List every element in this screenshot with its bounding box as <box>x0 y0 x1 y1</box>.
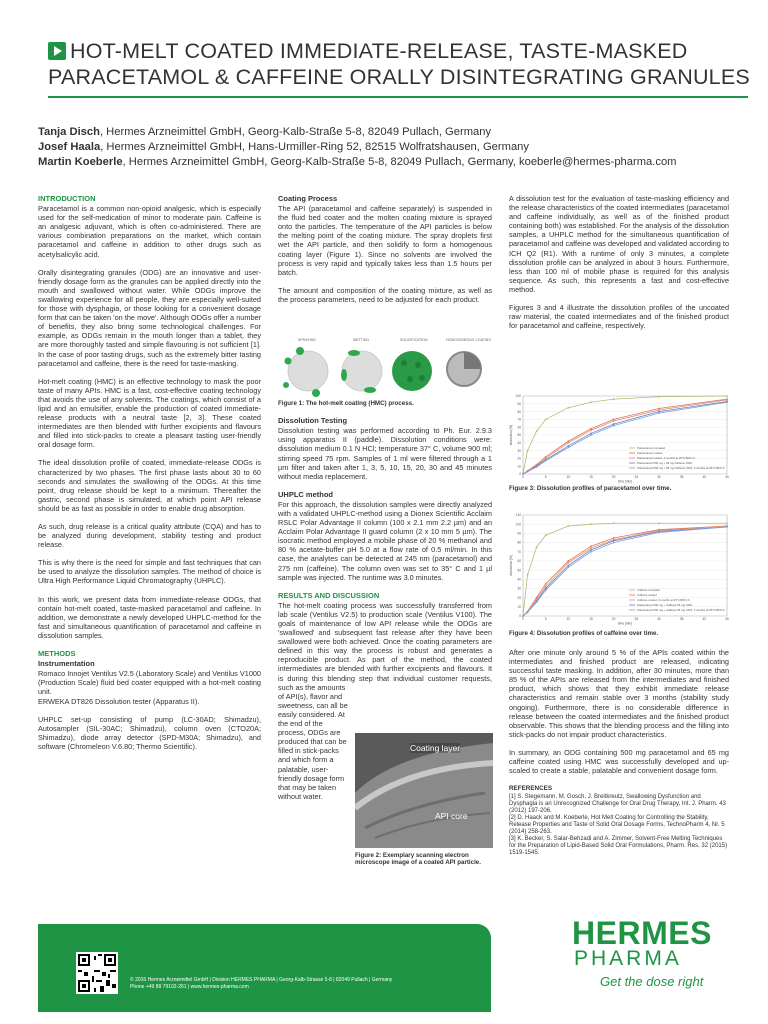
data-point <box>536 466 538 468</box>
data-point <box>726 522 728 524</box>
x-tick-label: 5 <box>544 617 547 621</box>
data-point <box>613 398 615 400</box>
figure3-chart <box>509 392 731 484</box>
paragraph: This is why there is the need for simple and fast techniques that can be used to analyze the dissolution samples. The method of choice is Ultra High Performance Liquid Chromatography (UHPLC). <box>38 558 261 586</box>
fig1-droplet <box>296 347 304 355</box>
data-point <box>613 540 615 542</box>
section-heading-results: RESULTS AND DISCUSSION <box>278 590 380 600</box>
data-point <box>590 547 592 549</box>
x-tick-label: 40 <box>702 475 707 479</box>
fig1-particle <box>392 351 432 391</box>
paragraph: The API (paracetamol and caffeine separately) is suspended in the fluid bed coater and the molten coating mixture is sprayed onto the particles. The temperature of the API particles is below the melting point of the coating mixture. The spray droplets first wet the API particle, and then solidify to form a homogenous coating layer (Figure 1). Since no solvents are involved the process is very rapid and typically takes less than 1.5 hours per batch. <box>278 204 492 277</box>
data-point <box>567 440 569 442</box>
data-point <box>536 430 538 432</box>
x-tick-label: 25 <box>634 617 639 621</box>
paragraph: A dissolution test for the evaluation of taste-masking efficiency and the release characteristics of the coated intermediates (paracetamol and caffeine individually, as well as of the finished product containing both) was established. For the analysis of the dissolution samples, a UHPLC method for the simultaneous quantification of paracetamol and caffeine was developed and validated according to ICH Q2 (R1). With a runtime of only 3 minutes, a complete dissolution profile can be analyzed in about 3 hours. Furthermore, less than 100 ml of mobile phase is required for this analysis sequence. As such, this represents a fast and cost-effective method. <box>509 194 729 294</box>
qr-code[interactable] <box>76 952 118 994</box>
author-name: Tanja Disch <box>38 126 100 138</box>
poster-title <box>48 38 748 90</box>
fig1-droplet <box>285 358 292 365</box>
legend-label: Paracetamol coated <box>637 451 662 456</box>
fig1-cutaway <box>464 352 481 369</box>
paragraph: of API(s), flavor and sweetness, can all be easily considered. At the end of the process, ODGs are produced that can be filled in stick-packs and which form a palatable, user-friendly dosage form that may be taken without water. <box>278 691 348 801</box>
data-point <box>726 395 728 397</box>
data-point <box>545 534 547 536</box>
data-point <box>590 549 592 551</box>
data-point <box>590 433 592 435</box>
title-line-1: HOT-MELT COATED IMMEDIATE-RELEASE, TASTE-MASKED <box>70 39 688 63</box>
play-arrow-icon <box>48 42 66 60</box>
logo-hermes: HERMES <box>572 915 712 951</box>
author-row <box>38 140 738 155</box>
x-axis-label: time [min] <box>618 621 632 626</box>
paragraph: The hot-melt coating process was successfully transferred from lab scale (Ventilus V2.5) to production scale (Ventilus V100). The goals of maintenance of low API release while the ODGs are 'swallowed' and subsequent fast release after they have been swallowed were both achieved. Once the coating parameters are defined in this way the process is robust and generates a reproducible product. As part of the method, the coated intermediates are blended with further excipients and flavours. It is during this blending step that individual customer requests, such as the amounts <box>278 600 492 692</box>
fig1-label: WETTING <box>353 338 370 342</box>
data-point <box>590 401 592 403</box>
paragraph: Figures 3 and 4 illustrate the dissolution profiles of the uncoated raw material, the coated intermediates and of the finished product for paracetamol and caffeine, respectively. <box>509 303 729 331</box>
x-tick-label: 40 <box>702 617 707 621</box>
column-left <box>38 194 261 760</box>
x-tick-label: 15 <box>589 617 593 621</box>
data-point <box>726 401 728 403</box>
legend-label: Paracetamol 500 mg + 65 mg Caffeine ODG, 3 months at 25°C/60% rh <box>637 466 725 471</box>
x-tick-label: 5 <box>544 475 547 479</box>
data-point <box>522 615 524 617</box>
data-point <box>567 565 569 567</box>
x-tick-label: 35 <box>679 475 684 479</box>
data-point <box>545 583 547 585</box>
data-point <box>590 545 592 547</box>
y-tick-label: 10 <box>517 605 521 610</box>
paragraph: For this approach, the dissolution samples were directly analyzed with a validated UHPLC-method using a Dionex Scientific Acclaim RSLC Polar Advantage II column (100 x 2.1 mm 2.2 µm) and an Acclaim Polar Advantage II guard column (2 x 10 mm 5 µm). The isocratic method employed a mobile phase of 20 % methanol and 80 % acetate-buffer pH 5.0 at a flow rate of 0.5 ml/min. In this case, the analytes can be detected at 245 nm (paracetamol) and 275 nm (caffeine). The column oven was set to 35° C and 1 µl sample was injected. The runtime was 3.0 minutes. <box>278 499 492 582</box>
x-tick-label: 30 <box>657 617 661 621</box>
paragraph: Orally disintegrating granules (ODG) are an innovative and user-friendly dosage form as the granules can be applied directly into the mouth and swallowed without water. While ODGs improve the swallowing experience for all people, they are especially well-suited for those with dysphagia, or those looking for a convenient dosage form that can be taken 'on the move'. Although ODGs offer a number of benefits, they also bring some technological challenges. For example, as ODGs remain in the mouth longer than a tablet, they are more thoroughly tasted and simple flavouring is not sufficient [1]. In the case of poor tasting drugs, such as the extremely bitter tasting paracetamol and caffeine, there is the need for taste-masking. <box>38 267 261 368</box>
x-tick-label: 30 <box>657 475 661 479</box>
legend-label: Paracetamol coated, 3 months at 25°C/60% rh <box>637 456 695 461</box>
y-tick-label: 90 <box>517 531 521 536</box>
qr-code-svg <box>76 952 118 994</box>
figure1-hmc-process <box>278 333 492 403</box>
legend-label: Paracetamol uncoated <box>637 446 666 451</box>
author-row <box>38 125 738 140</box>
figure2-caption: Figure 2: Exemplary scanning electron microscope image of a coated API particle. <box>355 852 481 866</box>
figure1-caption: Figure 1: The hot-melt coating (HMC) process. <box>278 400 414 408</box>
paragraph: Dissolution testing was performed according to Ph. Eur. 2.9.3 using apparatus II (paddle). Dissolution conditions were: dissolution medium 0.1 N HCl; temperature 37° C, volume 900 ml; stirring speed 75 rpm. Samples of 1 ml were filtered through a 1 µm filter and taken after 1, 3, 5, 10, 15, 20, 30 and 45 minutes without media replacement. <box>278 426 492 481</box>
fig1-droplet <box>364 387 376 393</box>
column-right <box>509 194 729 339</box>
data-point <box>590 523 592 525</box>
data-point <box>613 420 615 422</box>
section-heading-methods: METHODS <box>38 649 76 659</box>
paragraph: As such, drug release is a critical quality attribute (CQA) and has to be analyzed during development, stability testing and product release. <box>38 522 261 550</box>
data-point <box>567 442 569 444</box>
y-tick-label: 20 <box>517 595 521 600</box>
y-tick-label: 10 <box>517 464 521 469</box>
fig1-label: SPRAYING <box>298 338 316 342</box>
y-tick-label: 80 <box>517 409 521 414</box>
x-tick-label: 0 <box>522 475 524 479</box>
data-point <box>590 551 592 553</box>
fig1-label: SOLIDIFICATION <box>400 338 428 342</box>
fig1-droplet <box>283 382 289 388</box>
author-list <box>38 125 738 169</box>
y-tick-label: 60 <box>517 425 521 430</box>
data-point <box>613 537 615 539</box>
sem-label-core: API core <box>435 811 468 821</box>
data-point <box>658 409 660 411</box>
plot-area <box>523 515 727 616</box>
paragraph: The amount and composition of the coating mixture, as well as the process parameters, need to be adjusted for each product. <box>278 285 492 304</box>
y-tick-label: 30 <box>517 448 521 453</box>
figure3-caption: Figure 3: Dissolution profiles of paracetamol over time. <box>509 485 672 492</box>
y-tick-label: 0 <box>519 614 521 619</box>
figure4-chart <box>509 511 731 626</box>
x-tick-label: 0 <box>522 617 524 621</box>
legend-label: Paracetamol 500 mg + 65 mg Caffeine ODG <box>637 461 693 466</box>
data-point <box>590 428 592 430</box>
data-point <box>658 411 660 413</box>
fig1-droplet <box>401 360 407 366</box>
legend-label: Caffeine coated <box>637 593 657 598</box>
reference-item: [1] S. Stegemann, M. Gosch, J. Breitkreutz, Swallowing Dysfunction and Dysphagia is an Unrecognized Challenge for Oral Drug Therapy, Int. J. Pharm. 43 (2012) 197-206. <box>509 794 726 815</box>
y-tick-label: 50 <box>517 433 521 438</box>
x-tick-label: 20 <box>611 617 616 621</box>
data-point <box>567 560 569 562</box>
data-point <box>658 408 660 410</box>
data-point <box>567 407 569 409</box>
y-tick-label: 70 <box>517 549 521 554</box>
y-tick-label: 40 <box>517 577 521 582</box>
y-axis-label: dissolution [%] <box>509 555 513 576</box>
data-point <box>536 546 538 548</box>
x-tick-label: 45 <box>725 617 729 621</box>
author-affiliation: , Hermes Arzneimittel GmbH, Georg-Kalb-Straße 5-8, 82049 Pullach, Germany, koeberle@hermes-pharma.com <box>122 155 677 168</box>
reference-item: [2] D. Haack and M. Koeberle, Hot Melt Coating for Controlling the Stability, Release Properties and Taste of Solid Oral Dosage Forms, TechnoPharm 4, Nr. 5 (2014) 258-263. <box>509 815 725 836</box>
data-point <box>613 425 615 427</box>
data-point <box>536 601 538 603</box>
x-tick-label: 25 <box>634 475 639 479</box>
data-point <box>545 460 547 462</box>
sem-image <box>355 733 493 848</box>
fig1-particle <box>342 351 382 391</box>
data-point <box>527 450 529 452</box>
paragraph: Hot-melt coating (HMC) is an effective technology to mask the poor taste of many APIs. HMC is a fast, cost-effective coating technology that avoids the use of any solvents. The coatings, which consist of a lipid and an emulsifier, enable the production of coated immediate-release products with a neutral taste [2, 3]. These coated intermediates are then blended with further excipients and flavours and filled into stick-packs to create a pleasant tasting user-friendly oral dosage form. <box>38 376 261 450</box>
x-tick-label: 35 <box>679 617 684 621</box>
fig1-droplet <box>312 389 320 397</box>
data-point <box>545 419 547 421</box>
data-point <box>613 542 615 544</box>
y-tick-label: 50 <box>517 568 521 573</box>
x-axis-label: time [min] <box>618 479 632 484</box>
author-affiliation: , Hermes Arzneimittel GmbH, Georg-Kalb-Straße 5-8, 82049 Pullach, Germany <box>99 126 492 138</box>
subheading-instrumentation: Instrumentation <box>38 659 95 669</box>
data-point <box>613 423 615 425</box>
data-point <box>567 525 569 527</box>
paragraph: Romaco Innojet Ventilus V2.5 (Laboratory Scale) and Ventilus V1000 (Production Scale) fluid bed coater equipped with a hot-melt coating unit. <box>38 669 261 697</box>
footer-phone-web[interactable]: Phone +49 89 79102-261 | www.hermes-pharma.com <box>130 984 249 990</box>
data-point <box>545 458 547 460</box>
reference-item: [3] K. Becker, S. Salar-Behzadi and A. Zimmer, Solvent-Free Melting Techniques for the Preparation of Lipid-Based Solid Oral Formulations, Pharm. Res. 32 (2015) 1519-1545. <box>509 836 728 857</box>
data-point <box>545 456 547 458</box>
logo-pharma: PHARMA <box>574 947 682 970</box>
figure1-svg <box>278 333 492 403</box>
data-point <box>545 589 547 591</box>
data-point <box>726 526 728 528</box>
data-point <box>590 429 592 431</box>
data-point <box>527 471 529 473</box>
paragraph: After one minute only around 5 % of the APIs coated within the intermediates and finished product are released, indicating successful taste masking. In addition, after 30 minutes, more than 85 % of the APIs are released from the intermediates and finished product, which shows that they exhibit immediate release characteristics and remain stable over 3 months (stability study ongoing). Furthermore, there is no considerable difference in release between the coated intermediates and the finished product observable. This shows that the blending process and the filling into stick-packs do not impair product characteristics. <box>509 648 729 739</box>
legend-label: Paracetamol 500 mg + Caffeine 65 mg ODG, 3 months at 25°C/60% rh <box>637 608 725 613</box>
x-tick-label: 15 <box>589 475 593 479</box>
author-name: Josef Haala <box>38 140 101 153</box>
data-point <box>567 562 569 564</box>
section-heading-introduction: INTRODUCTION <box>38 194 96 203</box>
y-tick-label: 100 <box>515 522 521 527</box>
fig1-droplet <box>415 362 421 368</box>
sem-label-coating: Coating layer <box>410 743 461 753</box>
y-tick-label: 60 <box>517 559 521 564</box>
y-tick-label: 70 <box>517 417 521 422</box>
y-tick-label: 90 <box>517 402 521 406</box>
data-point <box>527 611 529 613</box>
data-point <box>613 419 615 421</box>
title-divider <box>48 96 748 98</box>
data-point <box>522 473 524 475</box>
section-heading-references: REFERENCES <box>509 785 553 793</box>
data-point <box>613 522 615 524</box>
y-tick-label: 0 <box>519 472 521 477</box>
x-tick-label: 10 <box>566 617 571 621</box>
paragraph: In this work, we present data from immediate-release ODGs, that contain hot-melt coated, taste-masked paracetamol and caffeine. In addition, we demonstrate a newly developed UHPLC-method for the fast and simultaneous quantification of paracetamol and caffeine in dissolution samples. <box>38 594 261 640</box>
subheading-uhplc-method: UHPLC method <box>278 489 333 499</box>
data-point <box>567 566 569 568</box>
subheading-dissolution-testing: Dissolution Testing <box>278 416 348 426</box>
column-middle <box>278 194 492 810</box>
data-point <box>658 522 660 524</box>
figure4-svg <box>509 511 731 626</box>
subheading-coating-process: Coating Process <box>278 194 338 203</box>
fig1-label: HOMOGENEOUS COATING <box>446 338 492 342</box>
data-point <box>726 399 728 401</box>
legend-label: Caffeine uncoated <box>637 588 660 593</box>
paragraph: Paracetamol is a common non-opioid analgesic, which is especially used for the self-medication of minor to moderate pain. Caffeine is an analgesic adjuvant, which is often co-administered. There are various combination preparations on the market, which contain paracetamol and caffeine in addition to other drugs such as acetylsalicylic acid. <box>38 204 261 259</box>
paragraph: UHPLC set-up consisting of pump (LC-30AD; Shimadzu), Autosampler (SIL-30AC; Shimadzu), column oven (CTO20A; Shimadzu), diode array detector (SPD-M30A; Shimadzu), and software (Chromeleon V.6.80; Thermo Scientific). <box>38 714 261 751</box>
y-tick-label: 110 <box>515 513 521 518</box>
y-tick-label: 30 <box>517 586 521 591</box>
fig1-droplet <box>419 375 425 381</box>
author-row <box>38 155 738 170</box>
legend-label: Caffeine coated, 3 months at 25°C/60% rh <box>637 598 690 603</box>
reference-list <box>509 794 729 857</box>
fig1-droplet <box>348 350 360 356</box>
data-point <box>658 396 660 398</box>
fig1-droplet <box>341 369 347 381</box>
x-tick-label: 45 <box>725 475 729 479</box>
y-tick-label: 100 <box>515 394 521 399</box>
legend-label: Paracetamol 500 mg + Caffeine 65 mg ODG <box>637 603 693 608</box>
paragraph: ERWEKA DT826 Dissolution tester (Apparatus II). <box>38 696 200 706</box>
column-right-lower <box>509 648 729 857</box>
y-axis-label: dissolution [%] <box>509 424 513 446</box>
data-point <box>567 445 569 447</box>
data-point <box>658 412 660 414</box>
x-tick-label: 10 <box>566 475 571 479</box>
y-tick-label: 40 <box>517 441 521 445</box>
data-point <box>658 532 660 534</box>
footer-contact <box>130 977 392 991</box>
author-affiliation: , Hermes Arzneimittel GmbH, Hans-Urmiller-Ring 52, 82515 Wolfratshausen, Germany <box>100 140 529 153</box>
figure3-svg <box>509 392 731 484</box>
data-point <box>527 574 529 576</box>
y-tick-label: 20 <box>517 456 521 461</box>
author-name: Martin Koeberle <box>38 155 123 168</box>
x-tick-label: 20 <box>611 475 616 479</box>
y-tick-label: 80 <box>517 540 521 545</box>
data-point <box>567 447 569 449</box>
hermes-pharma-logo <box>572 915 712 970</box>
footer-address: © 2016 Hermes Arzneimittel GmbH | Division HERMES PHARMA | Georg-Kalb-Strasse 5-8 | 82049 Pullach | Germany <box>130 977 393 983</box>
data-point <box>590 434 592 436</box>
logo-slogan: Get the dose right <box>600 974 704 989</box>
paragraph: The ideal dissolution profile of coated, immediate-release ODGs is characterized by two phases. The first phase lasts about 30 to 60 seconds and simulates the swallowing of the ODGs. At this time point, drug release should be kept to a minimum. Thereafter the gastric, second phase is simulated, at which point API release should be as fast as possible in order to enable drug absorption. <box>38 458 261 513</box>
figure4-caption: Figure 4: Dissolution profiles of caffeine over time. <box>509 630 659 637</box>
title-line-2: PARACETAMOL & CAFFEINE ORALLY DISINTEGRATING GRANULES <box>48 65 750 89</box>
fig1-droplet <box>407 376 413 382</box>
fig1-particle <box>288 351 328 391</box>
paragraph: In summary, an ODG containing 500 mg paracetamol and 65 mg caffeine coated using HMC was successfully developed and up-scaled to create a stable, palatable and convenient dosage form. <box>509 747 729 776</box>
